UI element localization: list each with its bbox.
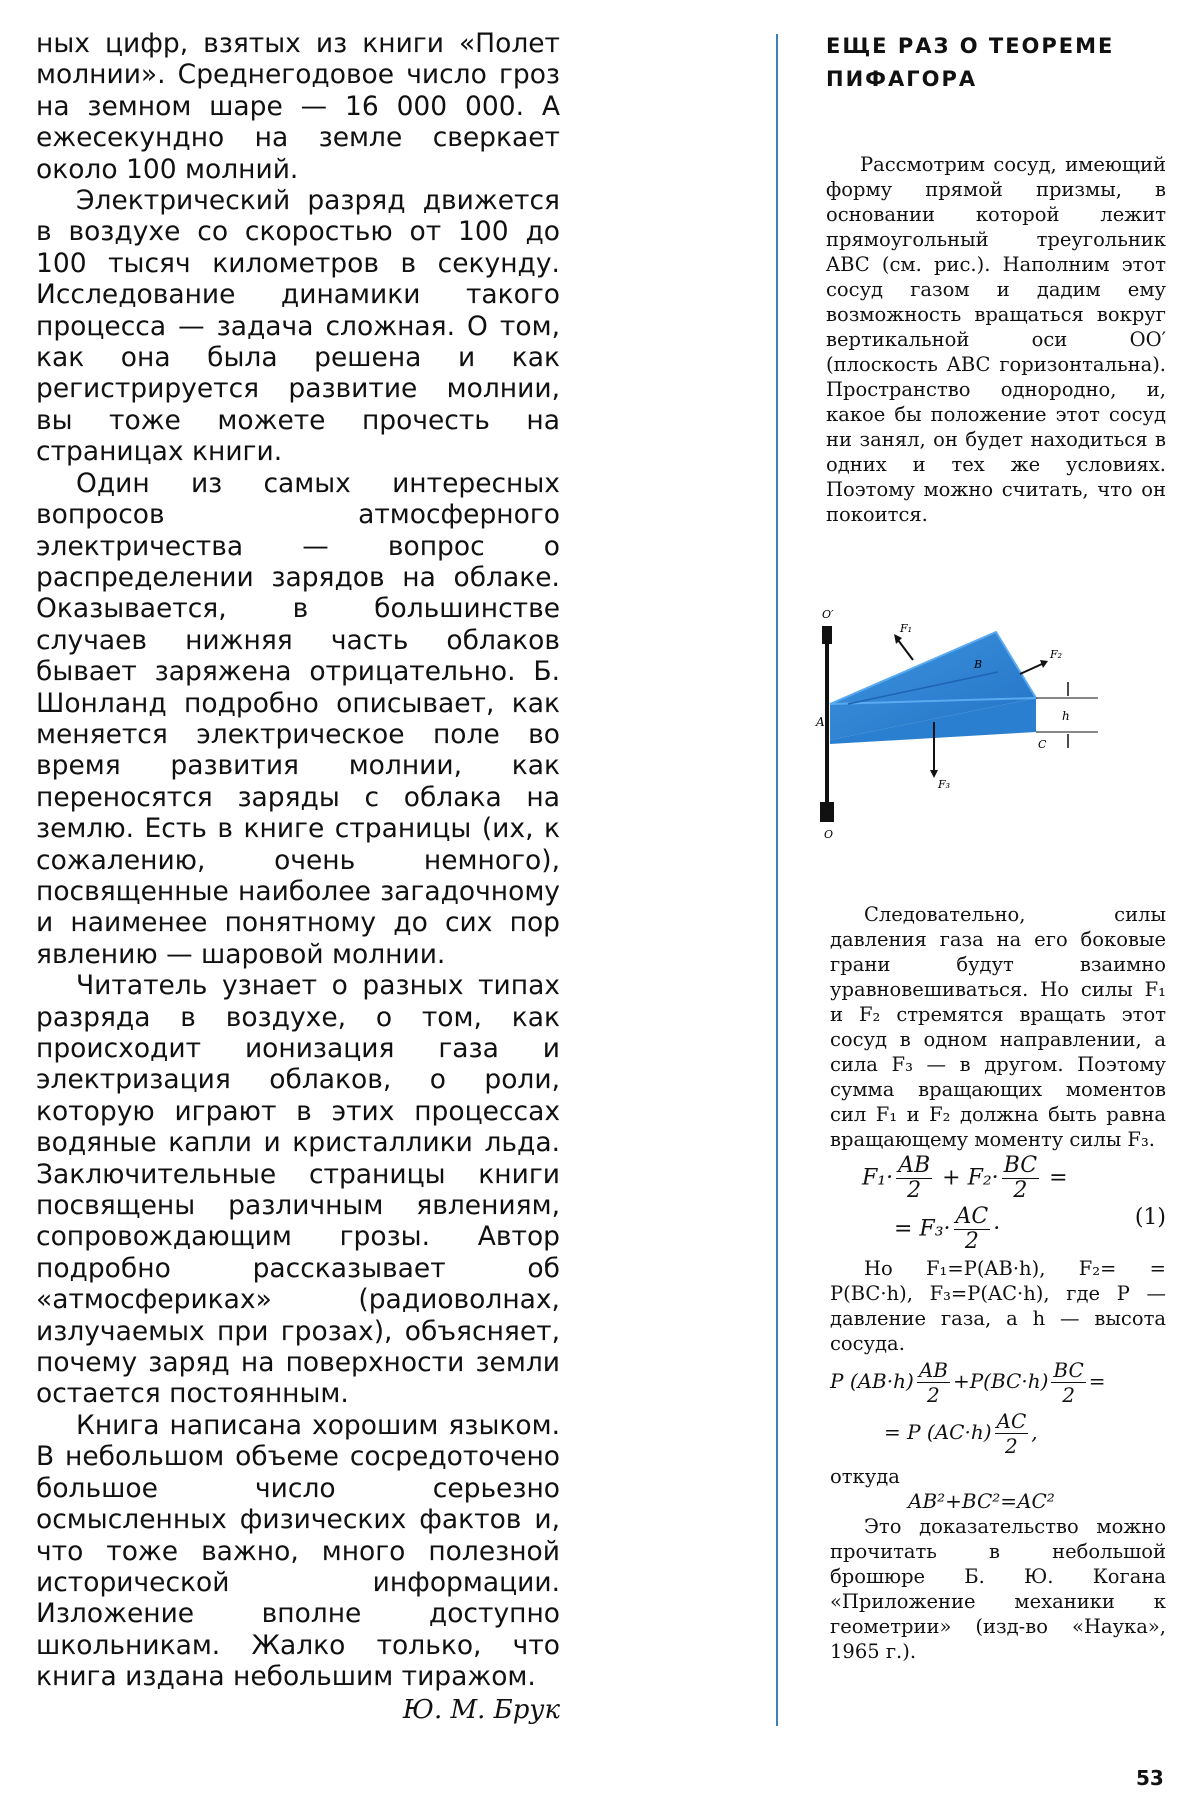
eq2-frac-den: 2 xyxy=(927,1383,940,1407)
page-number: 53 xyxy=(1136,1766,1164,1790)
eq1-term: = F₃· xyxy=(894,1216,951,1242)
eq2-comma: , xyxy=(1031,1420,1038,1444)
label-c: C xyxy=(1038,738,1047,751)
eq2-frac-num: AC xyxy=(996,1409,1027,1433)
eq2-frac-den: 2 xyxy=(1005,1434,1018,1458)
article-heading: ЕЩЕ РАЗ О ТЕОРЕМЕ ПИФАГОРА xyxy=(826,34,1115,91)
eq2-frac-num: AB xyxy=(918,1358,948,1382)
label-f3: F₃ xyxy=(938,778,951,791)
eq2-term: +P(BC·h) xyxy=(952,1369,1049,1393)
label-a: A xyxy=(816,715,825,729)
label-h: h xyxy=(1062,709,1070,723)
eq2-equals: = xyxy=(1088,1369,1106,1393)
eq1-frac-num: AC xyxy=(955,1204,989,1229)
review-signature: Ю. М. Брук xyxy=(402,1694,560,1725)
label-o: O xyxy=(824,828,834,841)
label-f1: F₁ xyxy=(900,622,913,635)
proof-note: Но F₁=P(AB·h), F₂= = P(BC·h), F₃=P(AC·h), где P — давление газа, а h — высота сосуда. xyxy=(830,1257,1166,1355)
column-divider xyxy=(776,34,778,1726)
equation-1 xyxy=(830,1154,1166,1203)
equation-1-rhs: = F₃· $\frac{AC}{2}$ · (1) xyxy=(894,1204,1166,1254)
eq1-equals: = xyxy=(1049,1165,1068,1191)
eq2-term: = P (AC·h) xyxy=(884,1420,992,1444)
label-f2: F₂ xyxy=(1050,648,1063,661)
eq1-frac-den: 2 xyxy=(1013,1178,1028,1203)
equation-number: (1) xyxy=(1134,1205,1166,1230)
axis-top-block xyxy=(822,626,832,644)
article-intro: Рассмотрим сосуд, имеющий форму прямой призмы, в основании которой лежит прямоугольный треугольник ABC (см. рис.). Наполним этот сосуд газом и дадим ему возможность вращаться вокруг вертикальной оси OO′ (плоскость ABC горизонтальна). Пространство однородно, и, какое бы положение этот сосуд ни занял, он будет находиться в одних и тех же условиях. Поэтому можно считать, что он покоится. xyxy=(826,153,1166,526)
force-f3-head xyxy=(930,770,938,778)
whence-label: откуда xyxy=(830,1465,900,1488)
eq1-frac-num: AB xyxy=(898,1153,931,1178)
force-f1-arrow xyxy=(898,640,913,660)
equation-2-rhs xyxy=(830,1409,1166,1458)
eq1-term: F₁· xyxy=(862,1165,894,1191)
article-column xyxy=(826,30,1166,527)
eq2-term: P (AB·h) xyxy=(830,1369,914,1393)
eq2-frac-den: 2 xyxy=(1062,1383,1075,1407)
axis-bottom-block xyxy=(820,802,834,822)
review-paragraph: Книга написана хорошим языком. В небольшом объеме сосредоточено большое число серьезно осмысленных физических фактов и, что тоже важно, много полезной исторической информации. Изложение вполне доступно школьникам. Жалко только, что книга издана небольшим тиражом. xyxy=(36,1409,560,1693)
label-o-top: O′ xyxy=(822,608,834,621)
closing-text: Это доказательство можно прочитать в небольшой брошюре Б. Ю. Когана «Приложение механики к геометрии» (изд-во «Наука», 1965 г.). xyxy=(830,1515,1166,1663)
equation-2 xyxy=(830,1358,1166,1407)
label-b: B xyxy=(974,658,983,671)
review-paragraph: Электрический разряд движется в воздухе со скоростью от 100 до 100 тысяч километров в секунду. Исследование динамики такого процесса — задача сложная. О том, как она была решена и как регистрируется развитие молнии, вы тоже можете прочесть на страницах книги. xyxy=(36,185,560,468)
eq2-frac-num: BC xyxy=(1053,1358,1084,1382)
pythagoras-result: AB²+BC²=AC² xyxy=(908,1489,1055,1513)
eq1-frac-den: 2 xyxy=(964,1229,979,1254)
review-paragraph: ных цифр, взятых из книги «Полет молнии». Среднегодовое число гроз на земном шаре — 16 000 000. А ежесекундно на земле сверкает около 100 молний. xyxy=(36,28,560,185)
review-column xyxy=(36,28,560,1726)
proof-text: Следовательно, силы давления газа на его боковые грани будут взаимно уравновешиваться. Но силы F₁ и F₂ стремятся вращать этот сосуд в одном направлении, а сила F₃ — в другом. Поэтому сумма вращающих моментов сил F₁ и F₂ должна быть равна вращающему моменту силы F₃. xyxy=(830,903,1166,1151)
prism-figure xyxy=(808,602,1168,852)
eq1-frac-den: 2 xyxy=(907,1178,922,1203)
eq1-frac-num: BC xyxy=(1003,1153,1038,1178)
proof-block xyxy=(830,902,1166,1664)
review-paragraph: Читатель узнает о разных типах разряда в воздухе, о том, как происходит ионизация газа и электризация облаков, о роли, которую играют в этих процессах водяные капли и кристаллики льда. Заключительные страницы книги посвящены различным явлениям, сопровождающим грозы. Автор подробно рассказывает об «атмосфериках» (радиоволнах, излучаемых при грозах), объясняет, почему заряд на поверхности земли остается постоянным. xyxy=(36,970,560,1410)
force-f2-arrow xyxy=(1020,664,1042,674)
eq1-term: + F₂· xyxy=(942,1165,999,1191)
review-paragraph: Один из самых интересных вопросов атмосферного электричества — вопрос о распределении зарядов на облаке. Оказывается, в большинстве случаев нижняя часть облаков бывает заряжена отрицательно. Б. Шонланд подробно описывает, как меняется электрическое поле во время развития молнии, как переносятся заряды с облака на землю. Есть в книге страницы (их, к сожалению, очень немного), посвященные наиболее загадочному и наименее понятному до сих пор явлению — шаровой молнии. xyxy=(36,467,560,970)
